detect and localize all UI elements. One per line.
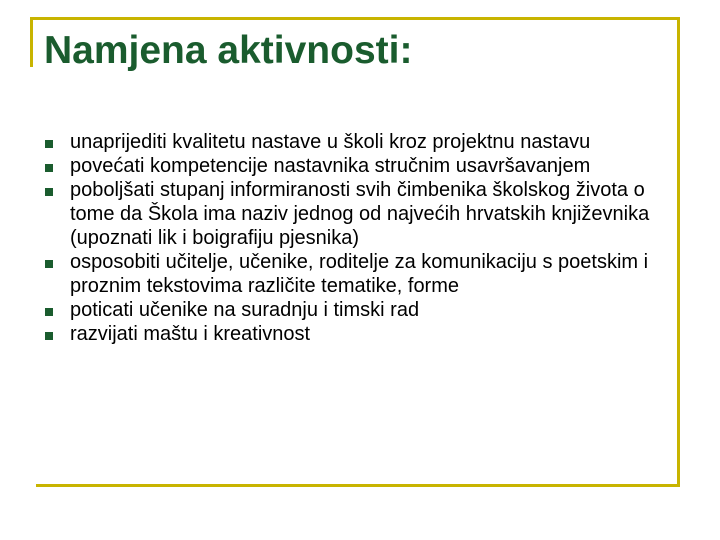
bullet-item [40, 250, 680, 298]
bullet-item [40, 154, 680, 178]
square-bullet-icon [45, 164, 53, 172]
bullet-text: osposobiti učitelje, učenike, roditelje za komunikaciju s poetskim i proznim tekstovima različite tematike, forme [70, 251, 649, 297]
bullet-item [40, 322, 680, 346]
bullet-text: povećati kompetencije nastavnika stručnim usavršavanjem [70, 155, 591, 177]
frame-top-line [30, 17, 678, 20]
square-bullet-icon [45, 140, 53, 148]
square-bullet-icon [45, 308, 53, 316]
bullet-item [40, 298, 680, 322]
square-bullet-icon [45, 260, 53, 268]
bullet-text: poboljšati stupanj informiranosti svih čimbenika školskog života o tome da Škola ima naziv jednog od najvećih hrvatskih književnika (upoznati lik i boigrafiju pjesnika) [70, 179, 650, 249]
frame-bottom-line [36, 484, 680, 487]
bullet-text: unaprijediti kvalitetu nastave u školi kroz projektnu nastavu [70, 131, 591, 153]
square-bullet-icon [45, 332, 53, 340]
bullet-list [40, 130, 680, 346]
bullet-text: razvijati maštu i kreativnost [70, 323, 311, 345]
bullet-item [40, 178, 680, 250]
bullet-text: poticati učenike na suradnju i timski rad [70, 299, 420, 321]
slide-title: Namjena aktivnosti: [44, 29, 413, 72]
square-bullet-icon [45, 188, 53, 196]
frame-left-line [30, 17, 33, 67]
bullet-item [40, 130, 680, 154]
